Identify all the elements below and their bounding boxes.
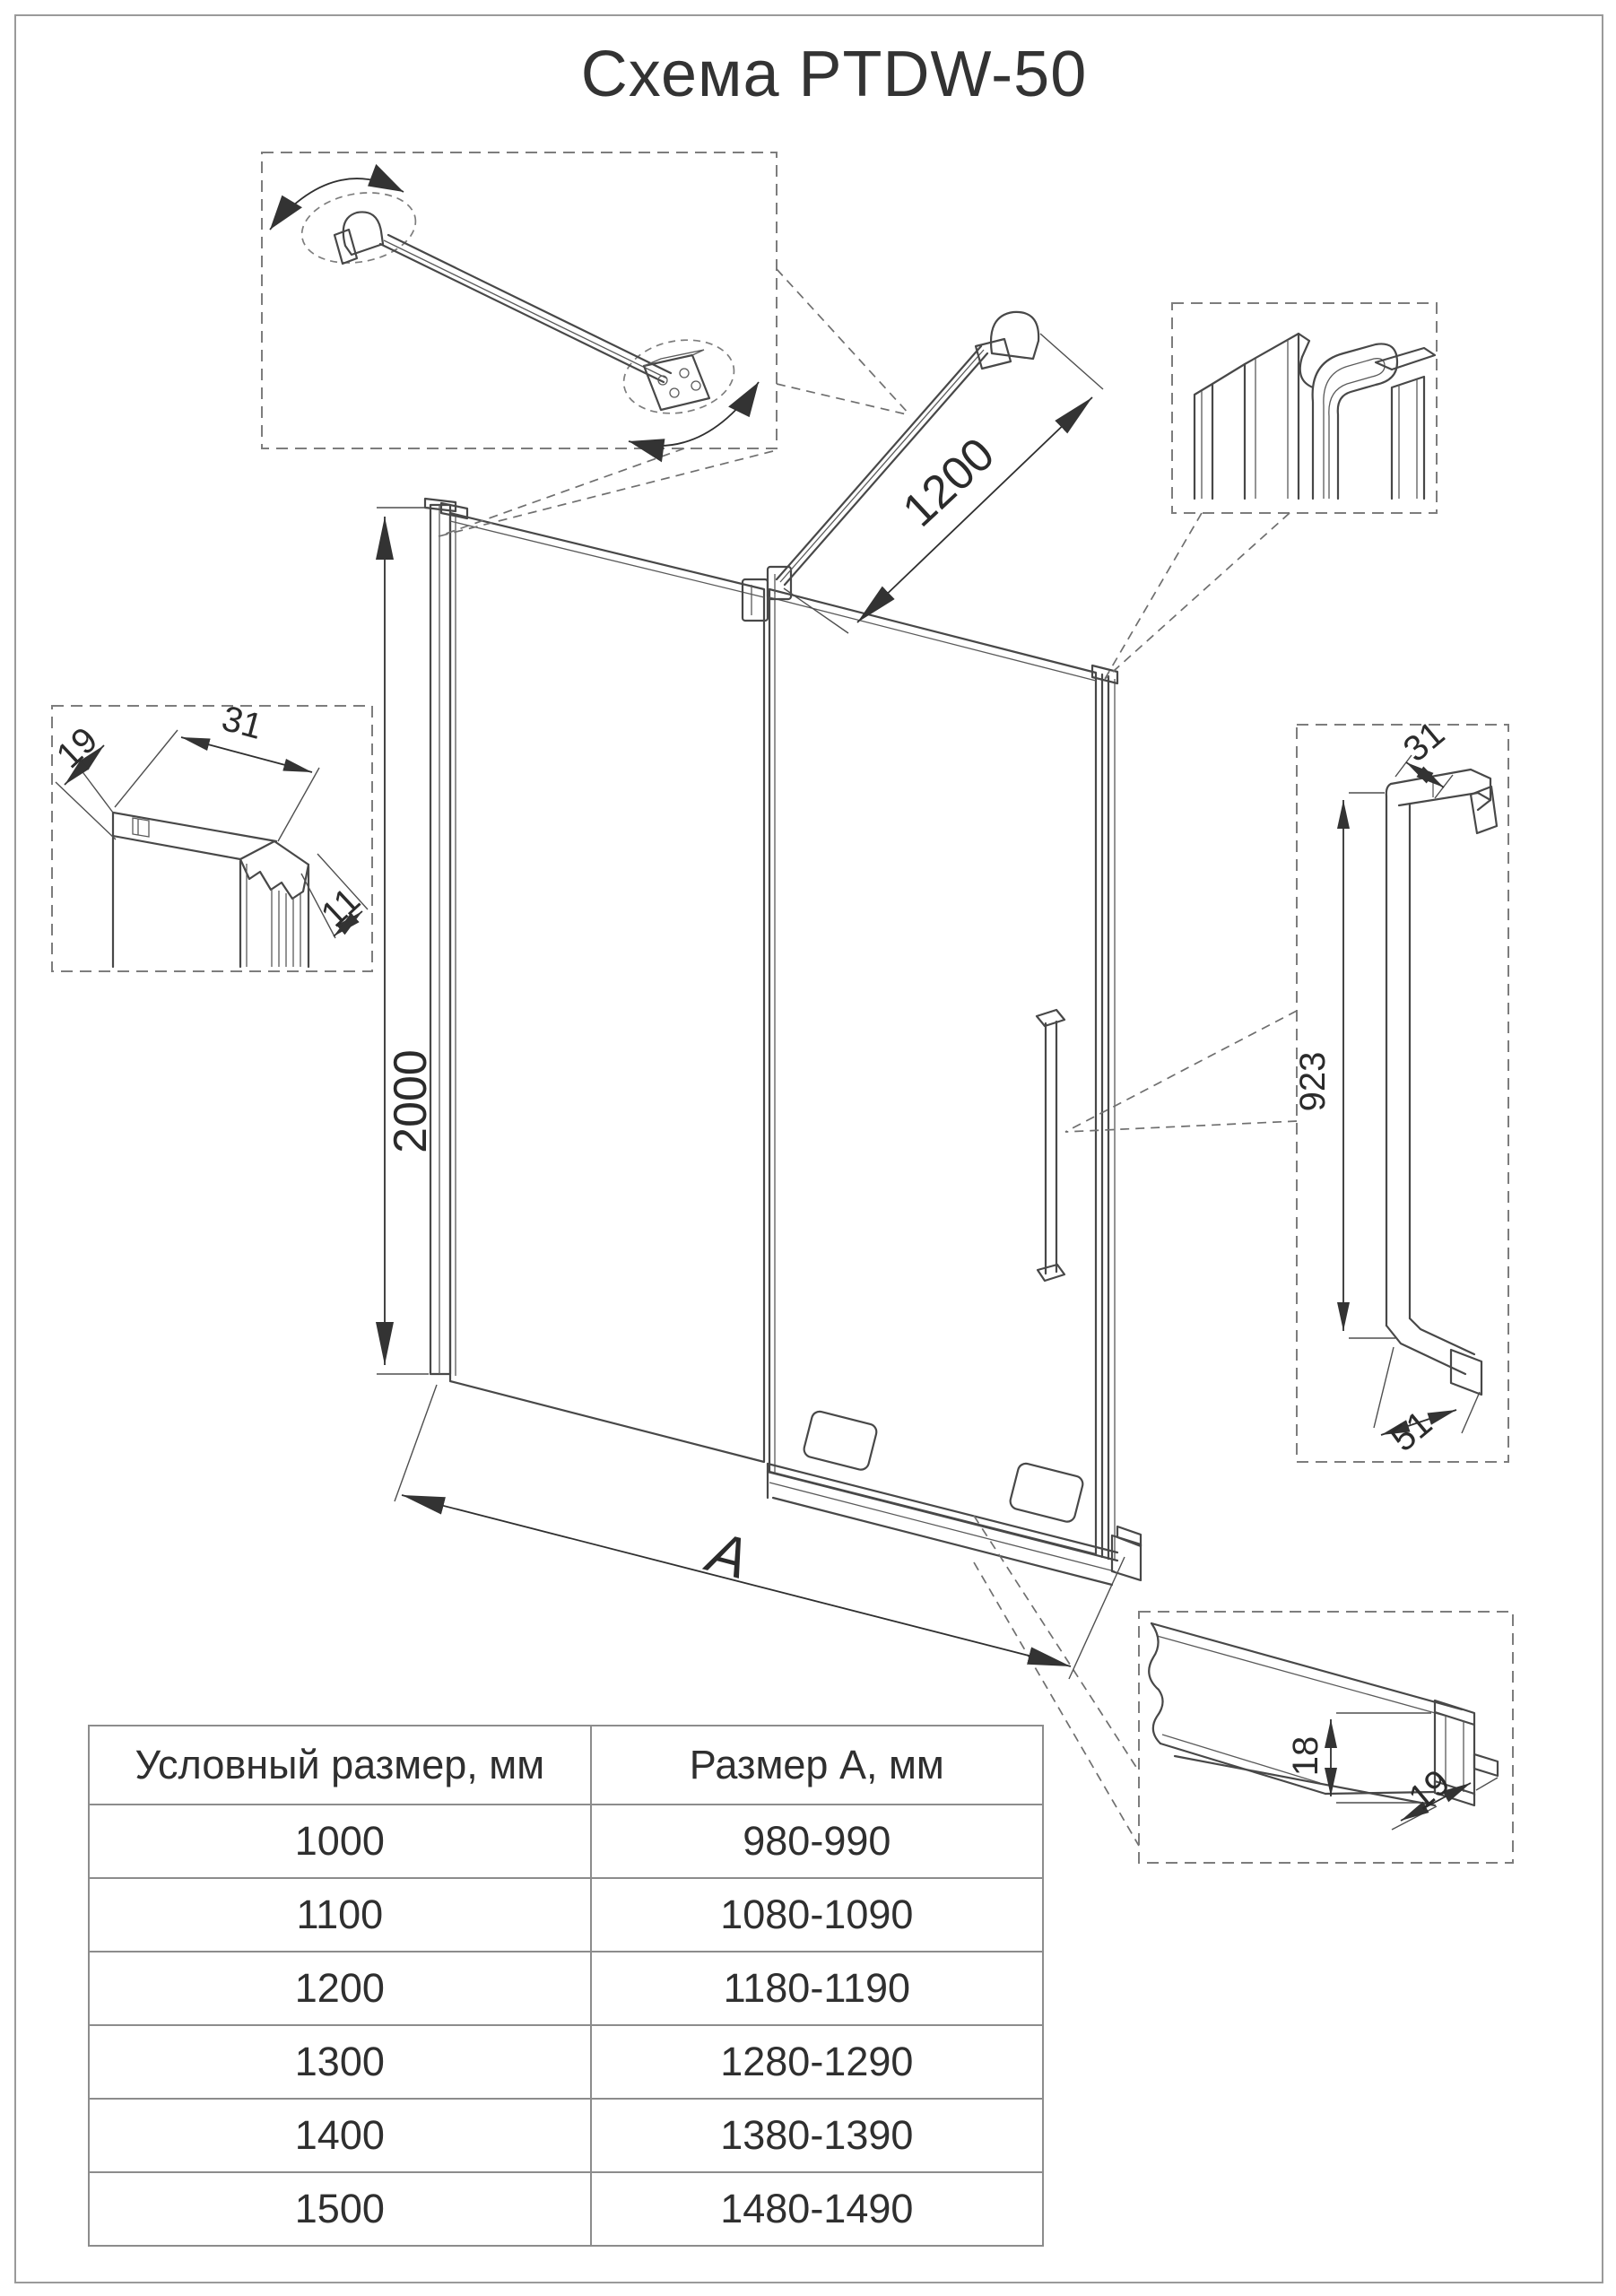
col-header-nominal-size: Условный размер, мм xyxy=(89,1726,591,1805)
col-header-size-a: Размер А, мм xyxy=(591,1726,1043,1805)
dim-wall-profile-adjust: 11 xyxy=(313,880,369,935)
detail-box-support-bar xyxy=(262,152,777,448)
fixed-glass-panel xyxy=(441,503,764,1462)
dim-rail-height: 18 xyxy=(1286,1735,1325,1777)
rotation-arrow-wall-end xyxy=(270,178,404,230)
size-a-value: 1380-1390 xyxy=(591,2099,1043,2172)
detail-wall-profile-section xyxy=(49,699,368,967)
size-table-header-row xyxy=(89,1726,1043,1805)
detail-box-bottom-rail xyxy=(1139,1612,1513,1863)
size-a-value: 1280-1290 xyxy=(591,2025,1043,2099)
dim-wall-profile-depth: 19 xyxy=(48,719,106,777)
detail-boxes xyxy=(52,152,1513,1863)
detail-handle xyxy=(1293,714,1497,1459)
dim-handle-base-depth: 51 xyxy=(1383,1403,1440,1460)
leader-lines xyxy=(439,269,1297,1846)
dim-support-bar-length: 1200 xyxy=(892,428,1005,537)
table-row xyxy=(89,2099,1043,2172)
dim-handle-height: 923 xyxy=(1293,1051,1333,1112)
page-title: Схема PTDW-50 xyxy=(580,39,1088,110)
bottom-rail xyxy=(768,1464,1141,1585)
nominal-size-value: 1200 xyxy=(89,1952,591,2025)
table-row xyxy=(89,1952,1043,2025)
dim-wall-profile-width: 31 xyxy=(217,698,267,748)
dim-width-label: A xyxy=(701,1518,755,1592)
dim-rail-depth: 19 xyxy=(1401,1761,1458,1819)
roller-cover-right xyxy=(1009,1462,1085,1524)
main-dimensions xyxy=(377,334,1125,1679)
detail-support-bar xyxy=(270,178,759,446)
support-bar xyxy=(777,312,1038,585)
table-row xyxy=(89,1805,1043,1878)
size-a-value: 1480-1490 xyxy=(591,2172,1043,2246)
dim-handle-depth: 31 xyxy=(1395,713,1453,770)
size-a-value: 980-990 xyxy=(591,1805,1043,1878)
door-panel xyxy=(769,589,1117,1561)
roller-cover-left xyxy=(803,1410,879,1472)
size-a-value: 1080-1090 xyxy=(591,1878,1043,1952)
nominal-size-value: 1300 xyxy=(89,2025,591,2099)
nominal-size-value: 1000 xyxy=(89,1805,591,1878)
table-row xyxy=(89,2025,1043,2099)
table-row xyxy=(89,2172,1043,2246)
detail-bottom-rail xyxy=(1149,1623,1498,1830)
nominal-size-value: 1100 xyxy=(89,1878,591,1952)
detail-wall-profile-3d xyxy=(1195,334,1435,499)
rotation-arrow-glass-end xyxy=(629,382,759,446)
size-table xyxy=(88,1725,1044,2247)
size-a-value: 1180-1190 xyxy=(591,1952,1043,2025)
door-handle xyxy=(1037,1010,1064,1281)
dim-door-height: 2000 xyxy=(385,1049,437,1153)
nominal-size-value: 1400 xyxy=(89,2099,591,2172)
nominal-size-value: 1500 xyxy=(89,2172,591,2246)
table-row xyxy=(89,1878,1043,1952)
